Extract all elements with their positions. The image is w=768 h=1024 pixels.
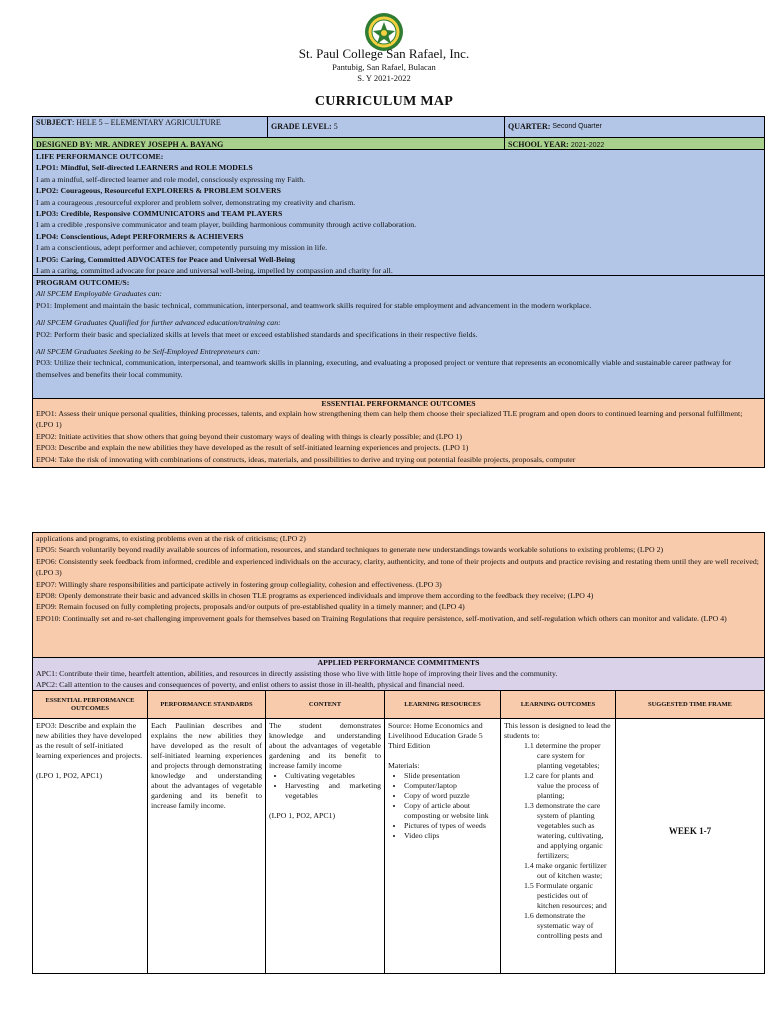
cell-learning-outcomes xyxy=(501,719,616,974)
content-intro: The student demonstrates knowledge and understanding about the advantages of vegetable gardening and its benefit to increase family income xyxy=(269,721,381,770)
time-frame-value: WEEK 1-7 xyxy=(668,825,712,836)
th-performance-standards: PERFORMANCE STANDARDS xyxy=(148,691,266,718)
lpo3-title: LPO3: Credible, Responsive COMMUNICATORS and TEAM PLAYERS xyxy=(36,209,283,219)
th-content: CONTENT xyxy=(266,691,385,718)
quarter-value: Second Quarter xyxy=(552,123,602,130)
school-year-value: 2021-2022 xyxy=(570,142,605,149)
outcome-item: 1.3 demonstrate the care system of planting vegetables such as watering, cultivating, and applying organic fertilizers; xyxy=(524,801,604,860)
essential-performance-outcomes xyxy=(32,398,765,468)
content-item: • Harvesting and marketing vegetables xyxy=(285,781,381,801)
epo2-text: EPO2: Initiate activities that show others that going beyond their customary ways of dealing with things is clearly possible; and (LPO 1) xyxy=(36,431,462,441)
outcome-item: 1.6 demonstrate the systematic way of controlling pests and xyxy=(524,911,602,940)
lpo5-title: LPO5: Caring, Committed ADVOCATES for Peace and Universal Well-Being xyxy=(36,254,296,264)
th-time-frame: SUGGESTED TIME FRAME xyxy=(647,700,733,708)
epo9-text: EPO9: Remain focused on fully completing projects, proposals and/or outputs of pre-established quality in a timely manner; and (LPO 4) xyxy=(36,602,465,612)
table-header-row xyxy=(33,691,764,718)
outcome-item: 1.5 Formulate organic pesticides out of kitchen resources; and xyxy=(524,881,607,910)
grade-cell xyxy=(268,117,505,137)
apc1-text: APC1: Contribute their time, heartfelt attention, abilities, and resources in directly assisting those who live with little hope of improving their lives and the community. xyxy=(36,669,558,678)
po3-text: PO3: Utilize their technical, communication, interpersonal, and teamwork skills in planning, executing, and evaluating a proposed project or venture that represents an economically viable and sustainable career pathway for themselves and benefits their local community. xyxy=(36,358,732,379)
po-group2-intro: All SPCEM Graduates Qualified for further advanced education/training can: xyxy=(36,318,281,328)
epo3-cell-ref: (LPO 1, PO2, APC1) xyxy=(36,771,103,780)
cell-learning-resources xyxy=(385,719,501,974)
th-essential-outcomes: ESSENTIAL PERFORMANCE OUTCOMES xyxy=(33,691,148,718)
page-title: CURRICULUM MAP xyxy=(314,94,454,109)
cell-content xyxy=(266,719,385,974)
material-item: • Copy of word puzzle xyxy=(404,791,497,801)
lpo5-text: I am a caring, committed advocate for peace and universal well-being, impelled by compassion and charity for all. xyxy=(36,266,393,276)
life-performance-outcomes xyxy=(32,149,765,276)
epo3-text: EPO3: Describe and explain the new abilities they have developed as the result of self-initiated learning experiences and projects. (LPO 1) xyxy=(36,443,469,453)
cell-performance-standard: Each Paulinian describes and explains the new abilities they have developed as the result of self-initiated learning experiences and projects through demonstrating knowledge and understanding about the advantages of vegetable gardening and its benefit to increase family income. xyxy=(148,719,266,974)
school-year-label: SCHOOL YEAR: xyxy=(508,140,569,149)
lpo2-title: LPO2: Courageous, Resourceful EXPLORERS & PROBLEM SOLVERS xyxy=(36,186,281,196)
program-outcomes xyxy=(32,275,765,399)
po-group1-intro: All SPCEM Employable Graduates can: xyxy=(36,289,163,299)
content-ref: (LPO 1, PO2, APC1) xyxy=(269,811,336,820)
page-1 xyxy=(0,0,768,490)
material-item: • Video clips xyxy=(404,831,497,841)
materials-label: Materials: xyxy=(388,761,420,770)
epo8-text: EPO8: Openly demonstrate their basic and advanced skills in chosen TLE programs as experienced individuals and improve them according to the feedback they receive; (LPO 4) xyxy=(36,591,594,601)
school-year-cell xyxy=(505,138,764,149)
outcomes-list xyxy=(504,741,612,941)
lpo1-text: I am a mindful, self-directed learner and role model, consciously expressing my Faith. xyxy=(36,174,306,184)
applied-performance-commitments xyxy=(32,657,765,691)
outcome-item: 1.4 make organic fertilizer out of kitchen waste; xyxy=(524,861,607,880)
epo-heading: ESSENTIAL PERFORMANCE OUTCOMES xyxy=(321,399,476,408)
po-heading: PROGRAM OUTCOME/S: xyxy=(36,278,130,287)
school-name: St. Paul College San Rafael, Inc. xyxy=(298,46,470,61)
outcomes-intro: This lesson is designed to lead the students to: xyxy=(504,721,611,740)
epo1-text: EPO1: Assess their unique personal qualities, thinking processes, talents, and explain how strengthening them can help them choose their specialized TLE program and open doors to continued learning and personal fulfillment; (LPO 1) xyxy=(36,409,743,430)
lpo-heading: LIFE PERFORMANCE OUTCOME: xyxy=(36,152,164,161)
page-2 xyxy=(0,530,768,1024)
lpo3-text: I am a credible ,responsive communicator and team player, building harmonious community through active collaboration. xyxy=(36,220,417,230)
quarter-label: QUARTER: xyxy=(508,122,551,131)
epo10-text: EPO10: Continually set and re-set challenging improvement goals for themselves based on Training Regulations that require persistence, self-motivation, and self-regulation which others can monitor and validate. (LPO 4) xyxy=(36,613,727,623)
epo5-text: EPO5: Search voluntarily beyond readily available sources of information, resources, and standard techniques to generate new understandings towards workable solutions to existing problems; (LPO 2) xyxy=(36,545,664,555)
outcome-item: 1.2 care for plants and value the process of planting; xyxy=(524,771,600,800)
lpo1-title: LPO1: Mindful, Self-directed LEARNERS and ROLE MODELS xyxy=(36,163,253,173)
th-learning-outcomes: LEARNING OUTCOMES xyxy=(501,691,616,718)
material-item: • Computer/laptop xyxy=(404,781,497,791)
designed-by: DESIGNED BY: MR. ANDREY JOSEPH A. BAYANG xyxy=(33,138,505,149)
material-item: • Slide presentation xyxy=(404,771,497,781)
grade-label: GRADE LEVEL: xyxy=(271,122,332,131)
resources-source: Source: Home Economics and Livelihood Education Grade 5 Third Edition xyxy=(388,721,483,750)
cell-essential-outcome xyxy=(33,719,148,974)
subject-label: SUBJECT xyxy=(36,118,73,127)
material-item: • Pictures of types of weeds xyxy=(404,821,497,831)
content-item: • Cultivating vegetables xyxy=(285,771,381,781)
table-row xyxy=(33,718,764,974)
curriculum-table xyxy=(32,690,765,974)
subject-cell xyxy=(33,117,268,137)
po1-text: PO1: Implement and maintain the basic technical, communication, interpersonal, and teamwork skills required for stable employment and advancement in the modern workplace. xyxy=(36,300,592,310)
grade-value: 5 xyxy=(333,122,338,131)
apc2-text: APC2: Call attention to the causes and consequences of poverty, and enlist others to assist those in ill-health, physical and financial need. xyxy=(36,680,465,690)
info-row-subject xyxy=(32,116,765,138)
lpo4-title: LPO4: Conscientious, Adept PERFORMERS & ACHIEVERS xyxy=(36,231,244,241)
th-learning-resources: LEARNING RESOURCES xyxy=(385,691,501,718)
content-list xyxy=(269,771,381,801)
subject-value: : HELE 5 – ELEMENTARY AGRICULTURE xyxy=(72,118,221,127)
material-item: • Copy of article about composting or website link xyxy=(404,801,497,821)
materials-list xyxy=(388,771,497,841)
epo6-text: EPO6: Consistently seek feedback from informed, credible and experienced individuals on the accuracy, clarity, authenticity, and tone of their projects and outputs and practice revising and restating them until they are well received; (LPO 3) xyxy=(36,556,759,578)
lpo2-text: I am a courageous ,resourceful explorer and problem solver, demonstrating my creativity and charism. xyxy=(36,197,356,207)
lpo4-text: I am a conscientious, adept performer and achiever, competently pursuing my mission in life. xyxy=(36,243,328,253)
epo4-continued: applications and programs, to existing problems even at the risk of criticisms; (LPO 2) xyxy=(36,534,306,543)
essential-performance-outcomes-continued xyxy=(32,532,765,658)
epo7-text: EPO7: Willingly share responsibilities and participate actively in fostering group collegiality, cohesion and effectiveness. (LPO 3) xyxy=(36,579,442,589)
epo3-cell-text: EPO3: Describe and explain the new abilities they have developed as the result of self-initiated learning experiences and projects. xyxy=(36,721,143,760)
outcome-item: 1.1 determine the proper care system for planting vegetables; xyxy=(524,741,601,770)
po-group3-intro: All SPCEM Graduates Seeking to be Self-Employed Entrepreneurs can: xyxy=(36,347,261,357)
epo4-text: EPO4: Take the risk of innovating with combinations of constructs, ideas, materials, and possibilities to derive and trying out potential feasible projects, proposals, computer xyxy=(36,454,576,464)
quarter-cell xyxy=(505,117,764,137)
apc-heading: APPLIED PERFORMANCE COMMITMENTS xyxy=(317,658,480,667)
cell-time-frame xyxy=(616,719,764,974)
school-address: Pantubig, San Rafael, Bulacan xyxy=(332,62,436,72)
school-year-header: S. Y 2021-2022 xyxy=(357,73,411,83)
po2-text: PO2: Perform their basic and specialized skills at levels that meet or exceed established standards and specifications in their respective fields. xyxy=(36,329,478,339)
